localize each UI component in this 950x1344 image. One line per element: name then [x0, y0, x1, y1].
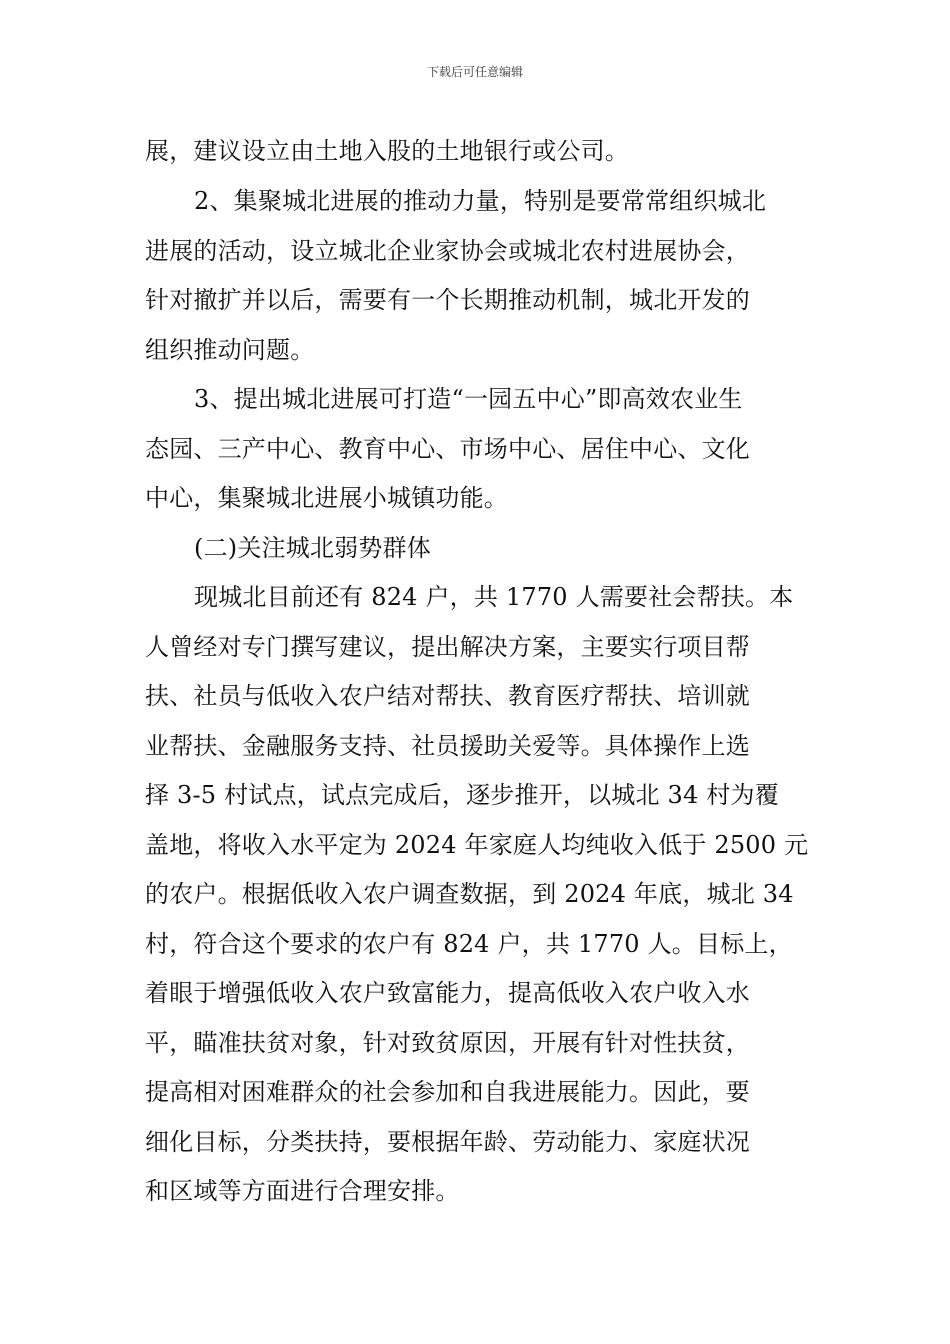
body-line: 村，符合这个要求的农户有 824 户，共 1770 人。目标上，: [145, 930, 793, 958]
body-line: 着眼于增强低收入农户致富能力，提高低收入农户收入水: [145, 979, 750, 1007]
section-heading: (二)关注城北弱势群体: [194, 534, 431, 562]
paragraph-2-start: 2、集聚城北进展的推动力量，特别是要常常组织城北: [194, 187, 767, 215]
body-line: 的农户。根据低收入农户调查数据，到 2024 年底，城北 34: [145, 880, 794, 908]
body-line: 态园、三产中心、教育中心、市场中心、居住中心、文化: [145, 435, 750, 463]
body-line: 进展的活动，设立城北企业家协会或城北农村进展协会，: [145, 237, 750, 265]
body-line: 针对撤扩并以后，需要有一个长期推动机制，城北开发的: [145, 286, 750, 314]
body-line: 提高相对困难群众的社会参加和自我进展能力。因此，要: [145, 1078, 750, 1106]
body-line: 平，瞄准扶贫对象，针对致贫原因，开展有针对性扶贫，: [145, 1029, 750, 1057]
body-line: 人曾经对专门撰写建议，提出解决方案，主要实行项目帮: [145, 633, 750, 661]
body-line: 组织推动问题。: [145, 336, 315, 364]
body-line: 扶、社员与低收入农户结对帮扶、教育医疗帮扶、培训就: [145, 682, 750, 710]
paragraph-4-start: 现城北目前还有 824 户，共 1770 人需要社会帮扶。本: [194, 583, 794, 611]
body-line: 展，建议设立由土地入股的土地银行或公司。: [145, 137, 629, 165]
page-header: 下载后可任意编辑: [426, 65, 523, 79]
body-line: 和区域等方面进行合理安排。: [145, 1177, 460, 1205]
paragraph-3-start: 3、提出城北进展可打造“一园五中心”即高效农业生: [194, 385, 743, 413]
body-line: 中心，集聚城北进展小城镇功能。: [145, 484, 508, 512]
body-line: 细化目标，分类扶持，要根据年龄、劳动能力、家庭状况: [145, 1128, 750, 1156]
body-line: 业帮扶、金融服务支持、社员援助关爱等。具体操作上选: [145, 732, 750, 760]
body-line: 择 3-5 村试点，试点完成后，逐步推开，以城北 34 村为覆: [145, 781, 779, 809]
body-line: 盖地，将收入水平定为 2024 年家庭人均纯收入低于 2500 元: [145, 831, 809, 859]
